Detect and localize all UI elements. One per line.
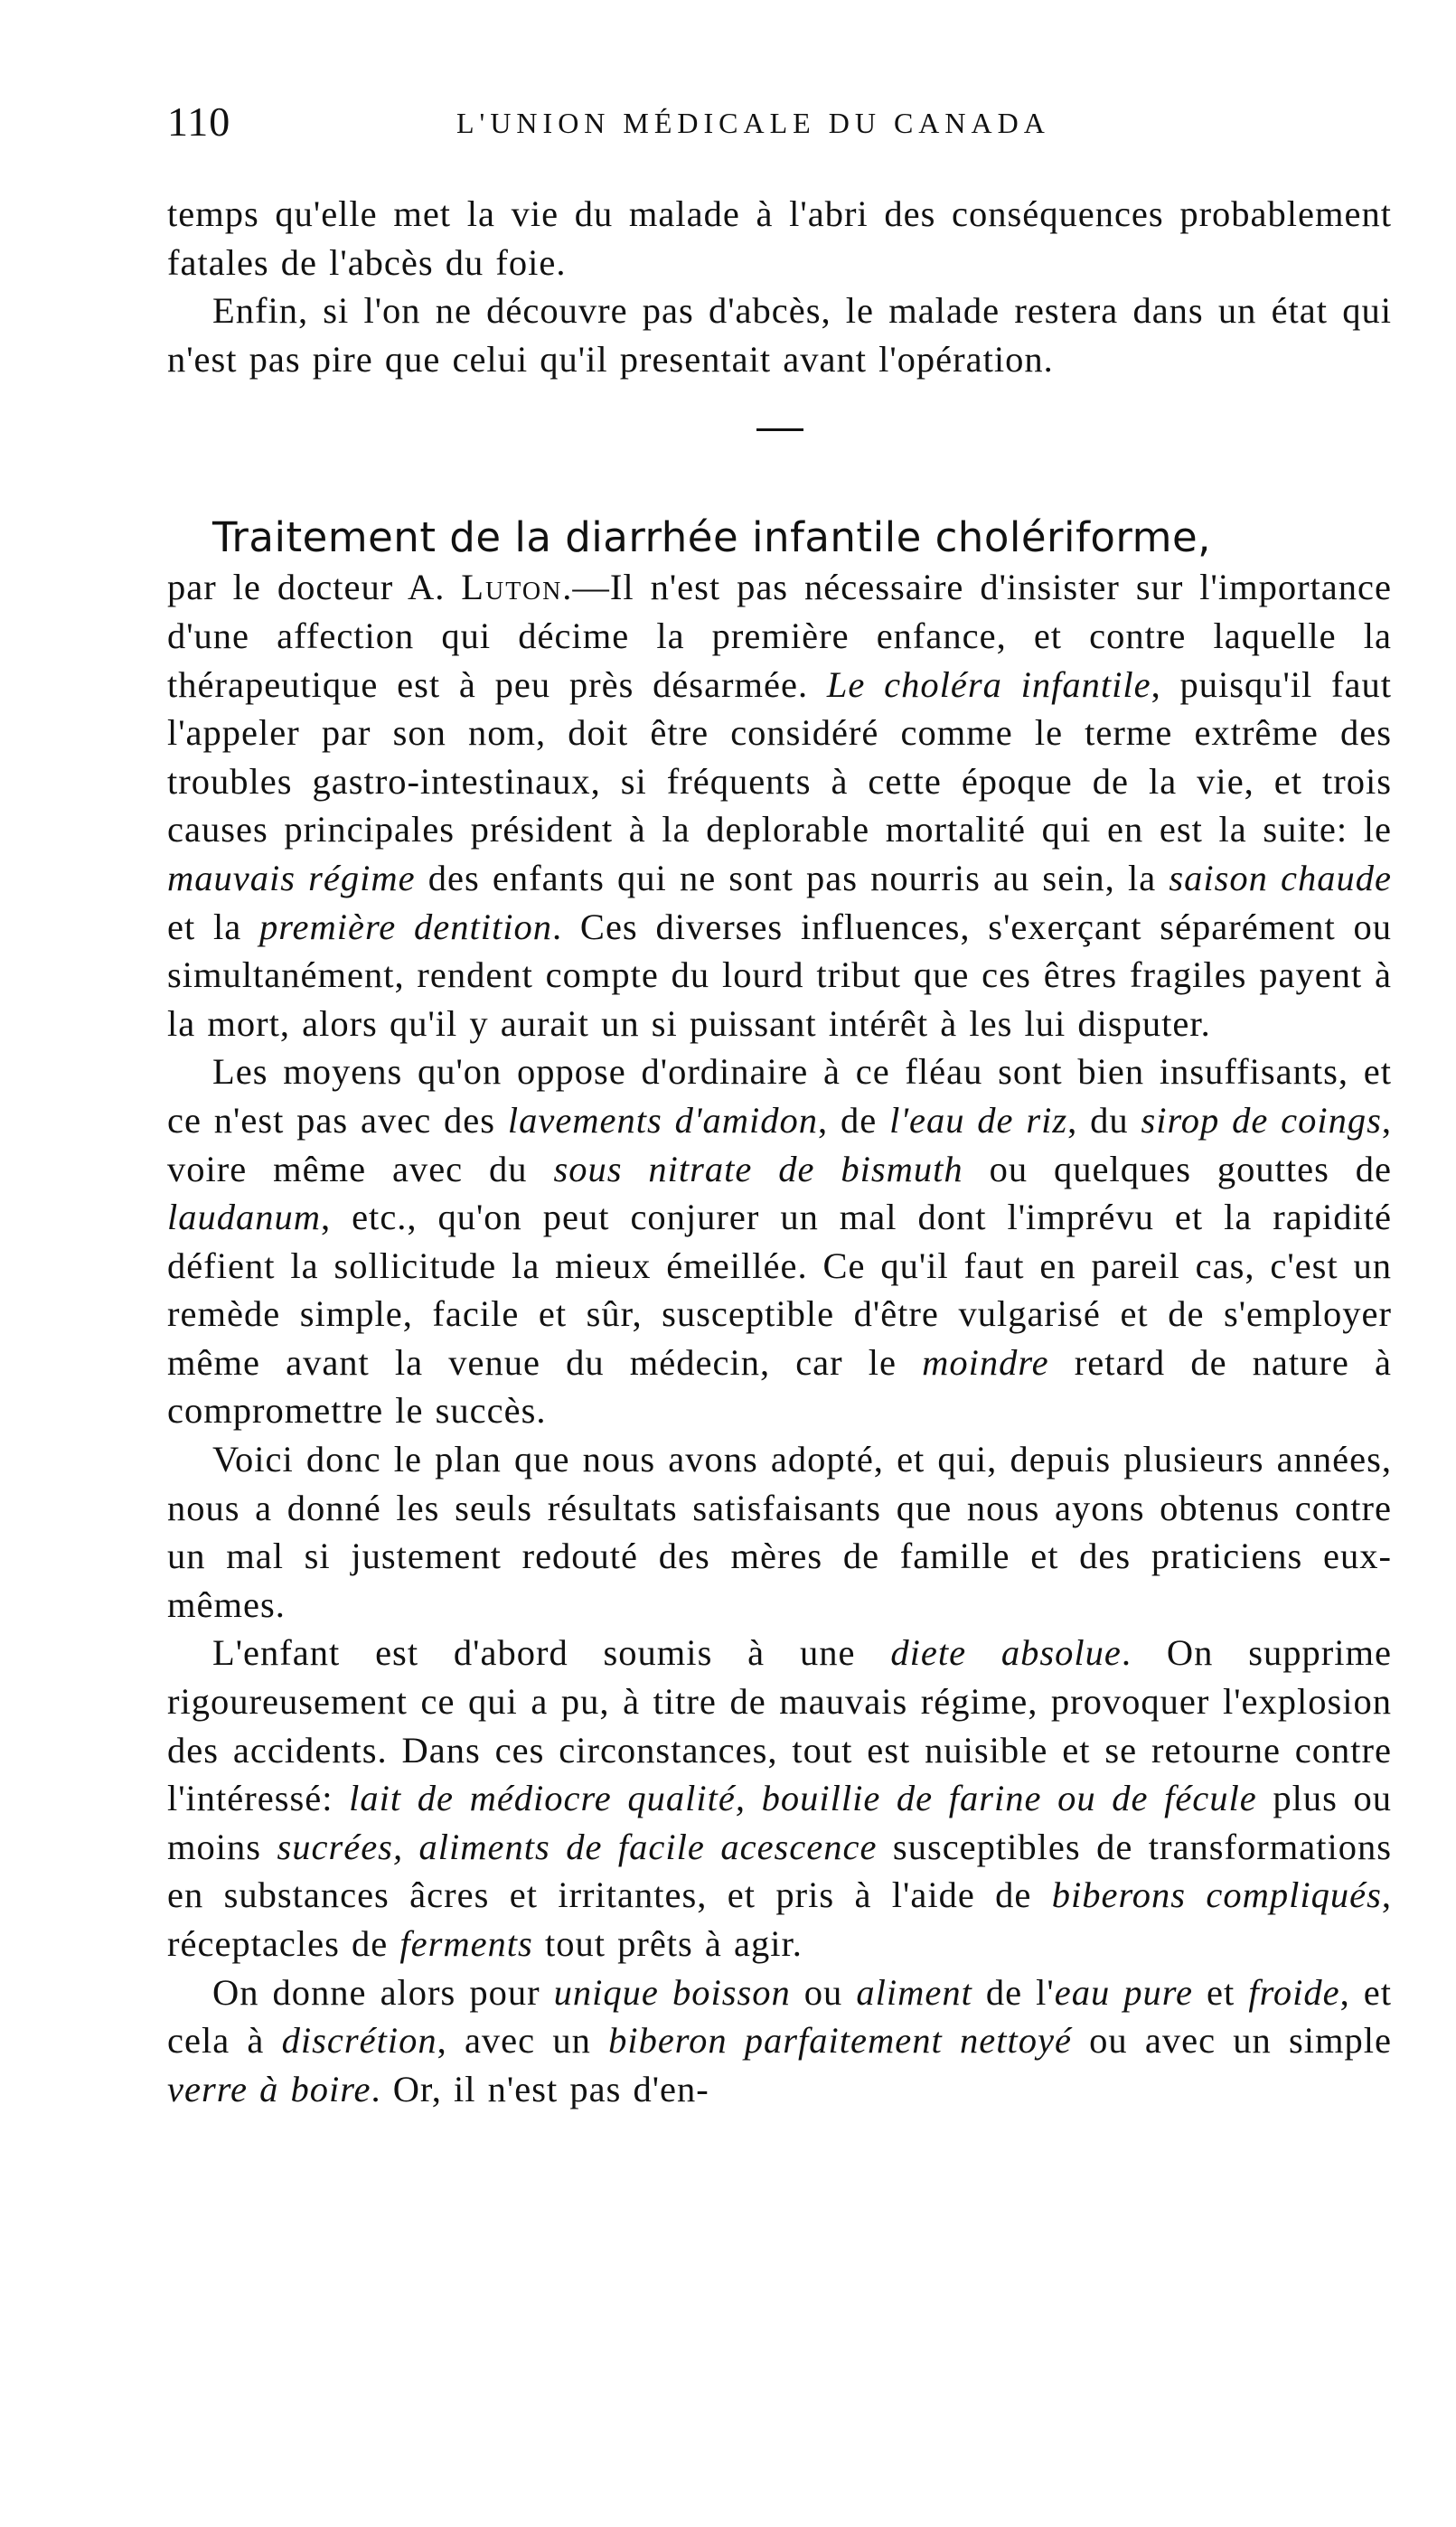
text-run: .—Il n'est pas nécessaire d'insister sur l'importance d'une affection qui décime la première enfance, et contre laquelle la thérapeutique est à peu près désarmée. bbox=[167, 567, 1392, 705]
italic-term: laudanum bbox=[167, 1197, 321, 1238]
section-divider bbox=[756, 428, 803, 431]
article-paragraph-4 bbox=[167, 1629, 1392, 1968]
italic-term: Le choléra infantile bbox=[826, 663, 1151, 705]
paragraph-continued: temps qu'elle met la vie du malade à l'abri des conséquences probablement fatales de l'abcès du foie. bbox=[167, 193, 1392, 283]
italic-term: biberons compliqués bbox=[1051, 1874, 1382, 1916]
text-run: des enfants qui ne sont pas nourris au sein, la bbox=[415, 857, 1169, 898]
text-run: plus ou moins bbox=[167, 1778, 1393, 1867]
text-run: par le docteur A. bbox=[167, 567, 462, 608]
italic-term: diete absolue bbox=[890, 1632, 1122, 1674]
article-paragraph-2 bbox=[167, 1047, 1392, 1435]
text-run: , voire même avec du bbox=[167, 1099, 1393, 1189]
italic-term: sirop de coings bbox=[1141, 1099, 1382, 1141]
text-run: de l' bbox=[972, 1971, 1055, 2013]
text-run: susceptibles de transformations en substances âcres et irritantes, et pris à l'aide de bbox=[167, 1826, 1392, 1916]
text-run: . On supprime rigoureusement ce qui a pu, à titre de mauvais régime, provoquer l'explosion des accidents. Dans ces circonstances, tout est nuisible et se retourne contre l'intéressé: bbox=[167, 1632, 1392, 1819]
text-run: ou quelques gouttes de bbox=[963, 1148, 1392, 1189]
italic-term: biberon parfaitement nettoyé bbox=[608, 2020, 1072, 2062]
journal-title: L'UNION MÉDICALE DU CANADA bbox=[456, 107, 1050, 139]
italic-term: lait de médiocre qualité, bouillie de farine ou de fécule bbox=[349, 1778, 1257, 1819]
italic-term: froide bbox=[1248, 1971, 1340, 2013]
text-run: ou avec un simple bbox=[1071, 2020, 1392, 2062]
text-run: , etc., qu'on peut conjurer un mal dont l'imprévu et la rapidité défient la sollicitude la mieux émeillée. Ce qu'il faut en pareil cas, c'est un remède simple, facile et sûr, susceptible d'être vulgarisé et de s'employer même avant la venue du médecin, car le bbox=[167, 1197, 1392, 1383]
italic-term: l'eau de riz bbox=[889, 1099, 1068, 1141]
paragraph-conclusion: Enfin, si l'on ne découvre pas d'abcès, le malade restera dans un état qui n'est pas pire que celui qu'il presentait avant l'opération. bbox=[167, 290, 1392, 380]
text-run: tout prêts à agir. bbox=[532, 1923, 803, 1964]
text-run: ou bbox=[790, 1971, 857, 2013]
text-run: et la bbox=[167, 906, 260, 947]
italic-term: saison chaude bbox=[1169, 857, 1392, 898]
italic-term: ferments bbox=[399, 1923, 533, 1964]
text-run: . Ces diverses influences, s'exerçant séparément ou simultanément, rendent compte du lourd tribut que ces êtres fragiles payent à la mort, alors qu'il y aurait un si puissant intérêt à les lui disputer. bbox=[167, 906, 1392, 1044]
running-head bbox=[167, 90, 1392, 154]
text-run: On donne alors pour bbox=[212, 1971, 554, 2013]
italic-term: mauvais régime bbox=[167, 857, 416, 898]
text-run: Les moyens qu'on oppose d'ordinaire à ce fléau sont bien insuffisants, et ce n'est pas avec des bbox=[167, 1051, 1392, 1141]
text-run: L'enfant est d'abord soumis à une bbox=[212, 1632, 891, 1674]
text-run: . Or, il n'est pas d'en- bbox=[371, 2068, 709, 2109]
text-run: , réceptacles de bbox=[167, 1874, 1392, 1964]
text-run: , de bbox=[818, 1099, 890, 1141]
page-number: 110 bbox=[167, 99, 231, 145]
italic-term: moindre bbox=[922, 1341, 1049, 1383]
italic-term: première dentition bbox=[259, 906, 553, 947]
text-run: et bbox=[1193, 1971, 1249, 2013]
article-paragraph-1 bbox=[167, 563, 1392, 1047]
italic-term: aliment bbox=[856, 1971, 972, 2013]
author-name: Luton bbox=[461, 567, 563, 608]
italic-term: verre à boire bbox=[167, 2068, 371, 2109]
text-run: retard de nature à compromettre le succès. bbox=[167, 1341, 1392, 1432]
text-run: , et cela à bbox=[167, 1971, 1393, 2062]
text-run: , avec un bbox=[437, 2020, 609, 2062]
text-run: , du bbox=[1067, 1099, 1141, 1141]
article-title: Traitement de la diarrhée infantile cholériforme, bbox=[212, 513, 1211, 562]
italic-term: discrétion bbox=[281, 2020, 437, 2062]
italic-term: eau pure bbox=[1054, 1971, 1193, 2013]
italic-term: sucrées, aliments de facile acescence bbox=[277, 1826, 878, 1867]
text-run: , puisqu'il faut l'appeler par son nom, doit être considéré comme le terme extrême des troubles gastro-intestinaux, si fréquents à cette époque de la vie, et trois causes principales président à la deplorable mortalité qui en est la suite: le bbox=[167, 663, 1393, 850]
italic-term: unique boisson bbox=[553, 1971, 791, 2013]
italic-term: sous nitrate de bismuth bbox=[553, 1148, 963, 1189]
article-paragraph-5 bbox=[167, 1968, 1392, 2114]
article-paragraph-3: Voici donc le plan que nous avons adopté, et qui, depuis plusieurs années, nous a donné les seuls résultats satisfaisants que nous ayons obtenus contre un mal si justement redouté des mères de famille et des praticiens eux-mêmes. bbox=[167, 1439, 1392, 1625]
italic-term: lavements d'amidon bbox=[507, 1099, 819, 1141]
document-page bbox=[167, 90, 1392, 2113]
